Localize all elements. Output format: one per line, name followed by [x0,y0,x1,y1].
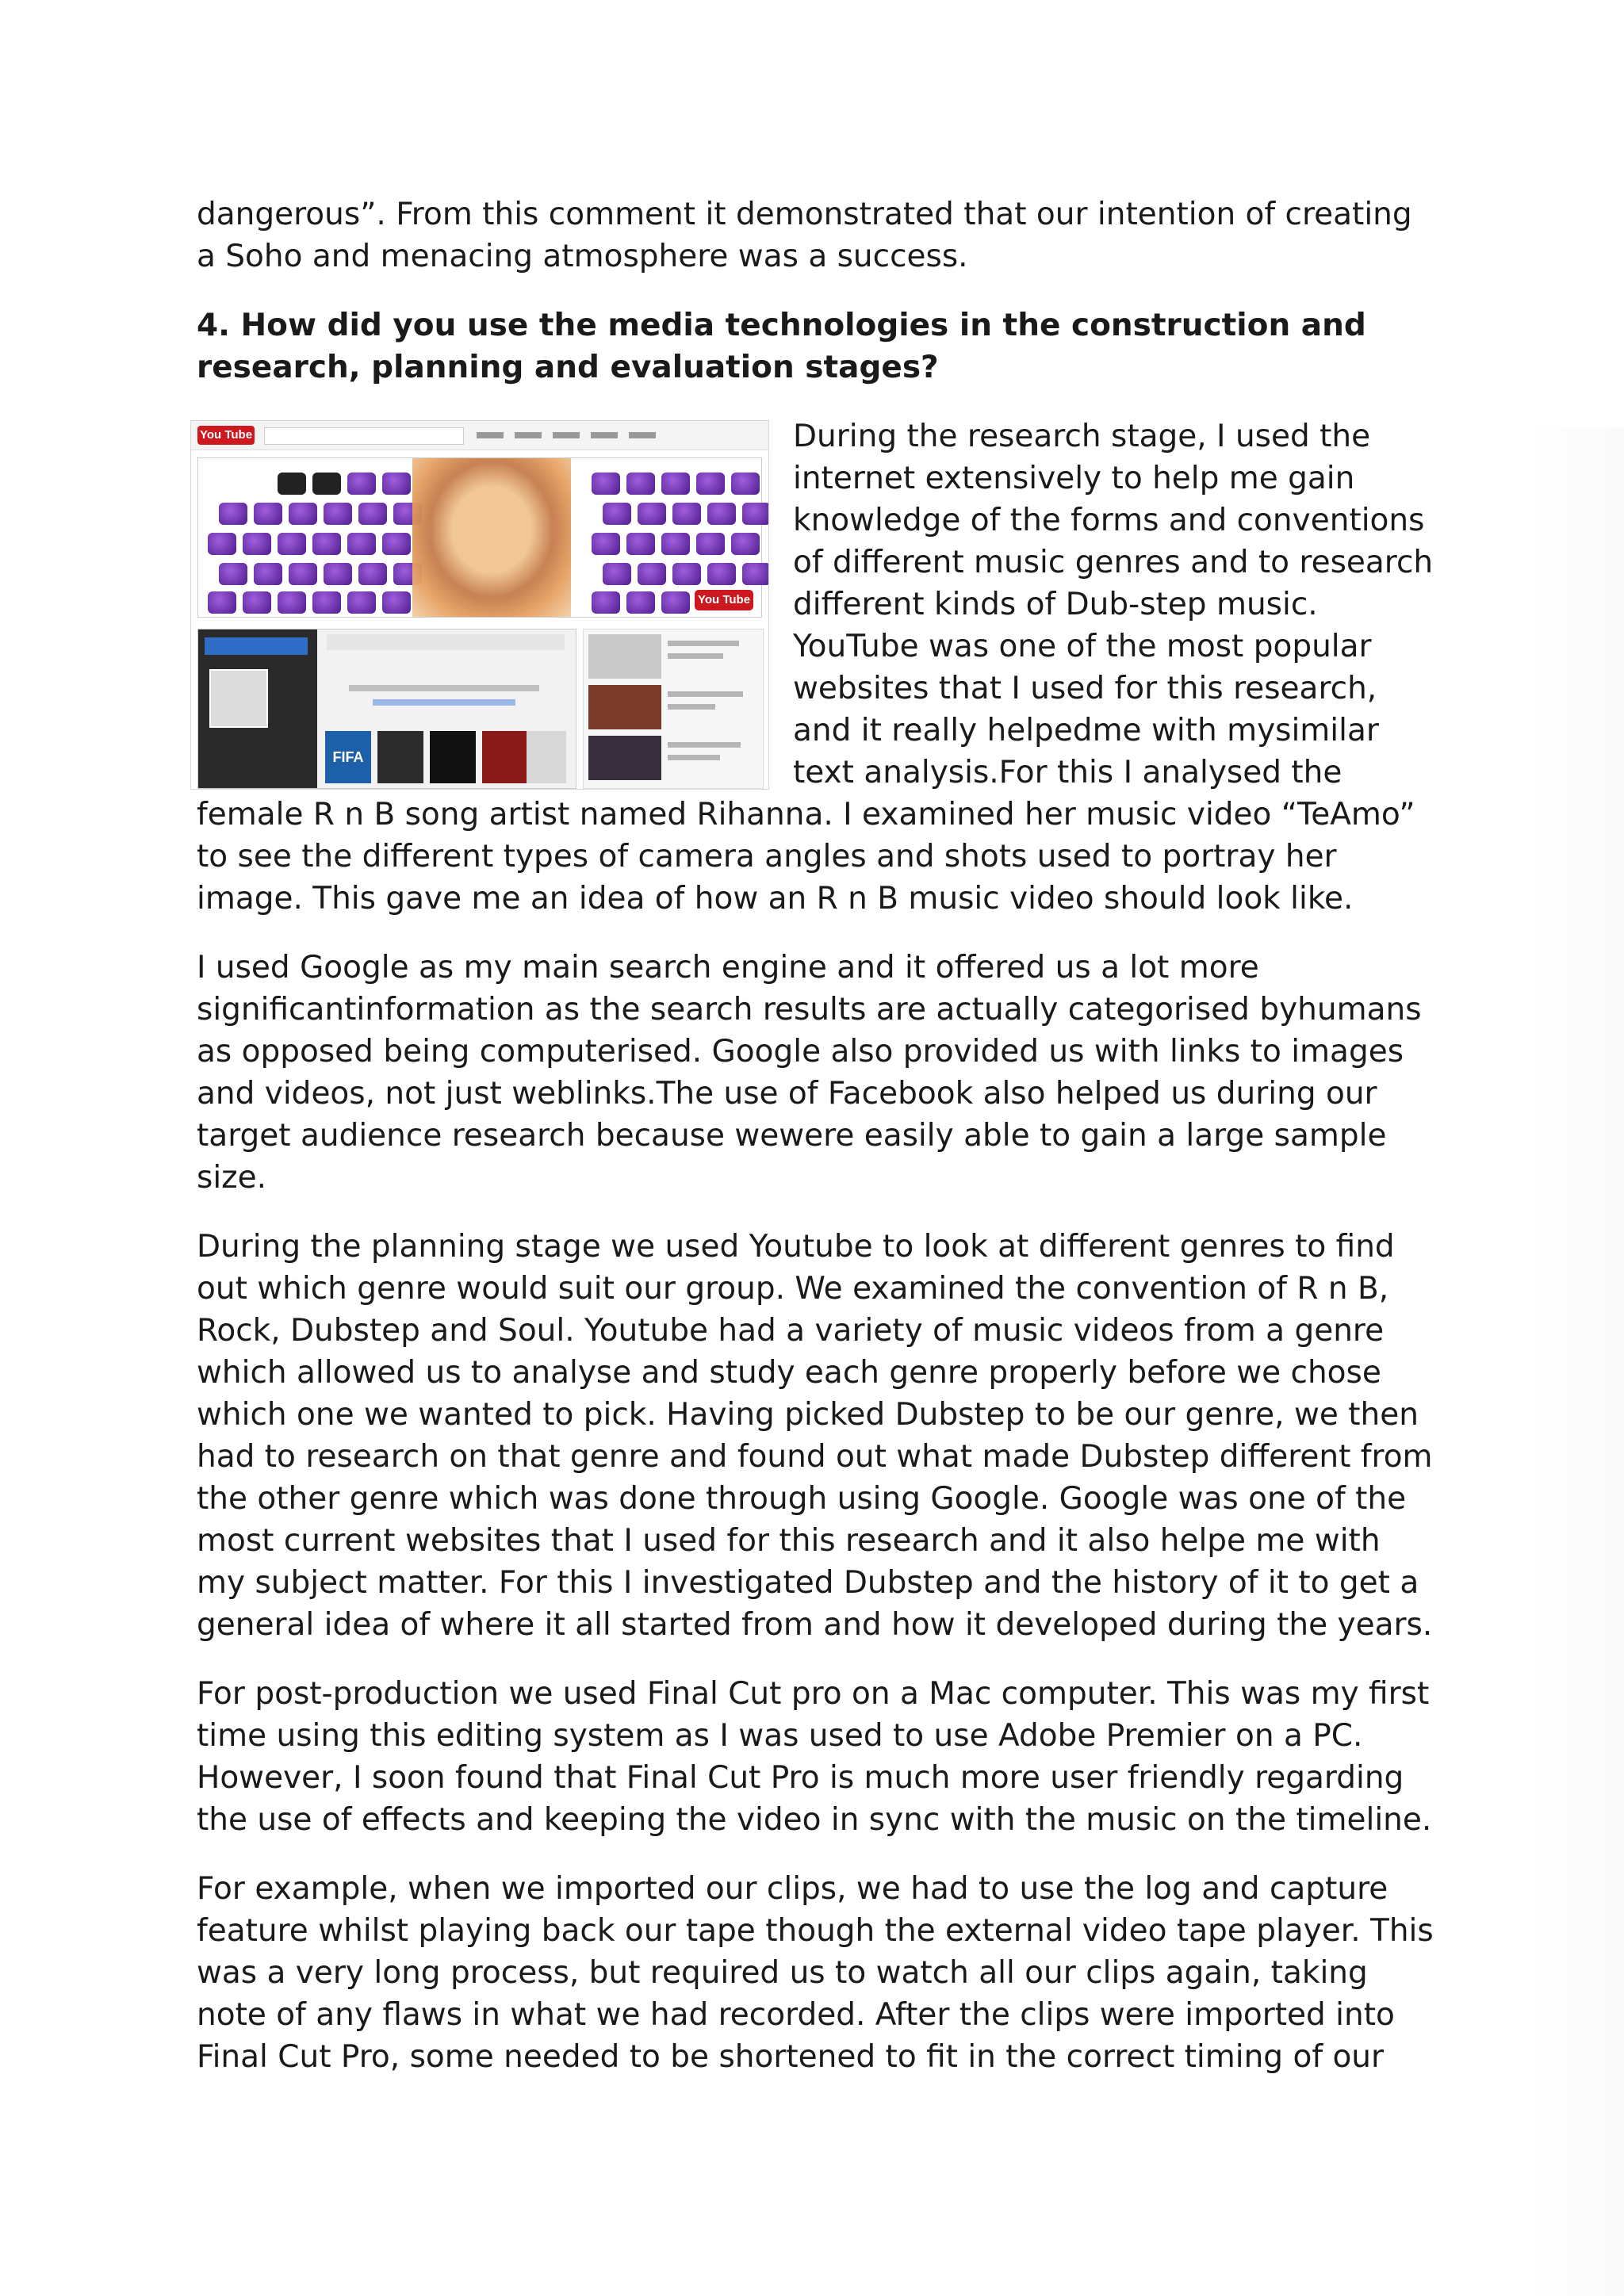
banner-tile [219,563,247,585]
youtube-screenshot-image [190,420,769,790]
subscriptions-panel [197,629,576,789]
banner-tile [289,563,317,585]
video-title-line [668,641,739,646]
banner-tile [324,563,352,585]
banner-tile [312,591,341,614]
banner-tile [661,533,690,555]
banner-tile [742,503,769,525]
banner-tile [358,503,387,525]
banner-tile [731,533,760,555]
banner-tile [243,591,271,614]
youtube-logo: You Tube [197,426,255,445]
guide-sidebar [198,629,317,788]
banner-tile [243,533,271,555]
banner-tile [219,503,247,525]
video-thumb [588,634,661,679]
banner-tile [382,533,411,555]
paragraph-post-production: For post-production we used Final Cut pro on a Mac computer. This was my first time using this editing system as I was used to use Adobe Premier on a PC. However, I soon found that Final Cut Pro is much more user friendly regarding the use of effects and keeping the video in sync with the music on the timeline. [197,1676,1432,1838]
banner-tile [742,563,769,585]
banner-tile [278,533,306,555]
channel-thumb [482,731,528,783]
banner-tile [592,473,620,495]
question-heading: 4. How did you use the media technologies in the construction and research, planning and evaluation stages? [197,308,1366,385]
banner-tile [696,533,725,555]
banner-tile [603,503,631,525]
banner-tile [289,503,317,525]
banner-tile [208,591,236,614]
subscriptions-header [327,634,565,650]
paragraph-example: For example, when we imported our clips, we had to use the log and capture feature whilst playing back our tape though the external video tape player. This was a very long process, but required us to watch all our clips again, taking note of any flaws in what we had recorded. After the clips were imported into Final Cut Pro, some needed to be shortened to fit in the correct timing of our [197,1871,1434,2075]
video-title-line [668,755,720,760]
placeholder-text-line [349,685,539,691]
youtube-banner [197,457,762,618]
banner-tile [626,473,655,495]
banner-tile [278,591,306,614]
banner-tile [592,533,620,555]
recommended-list [583,629,764,789]
paragraph-continued: dangerous”. From this comment it demonstrated that our intention of creating a Soho and menacing atmosphere was a success. [197,197,1412,274]
youtube-badge-logo: You Tube [695,590,753,610]
placeholder-link-line [373,699,515,706]
banner-tile [626,591,655,614]
banner-tile [254,563,282,585]
video-title-line [668,691,743,697]
channel-thumb [527,731,566,783]
banner-tile [603,563,631,585]
fifa-channel-thumb: FIFA [325,731,371,783]
banner-tile [312,533,341,555]
banner-tile [347,591,376,614]
banner-tile [347,533,376,555]
artist-face-photo [412,458,571,617]
banner-tile [592,591,620,614]
video-thumb [588,685,661,729]
banner-tile [638,503,666,525]
banner-tile [358,563,387,585]
video-title-line [668,653,723,659]
paragraph-google: I used Google as my main search engine and it offered us a lot more significantinformation as the search results are actually categorised byhumans as opposed being computerised. Google also provided us with links to images and videos, not just weblinks.The use of Facebook also helped us during our target audience research because wewere easily able to gain a large sample size. [197,950,1422,1196]
avatar-placeholder [209,669,268,728]
sidebar-button [205,637,308,655]
banner-tile [707,503,736,525]
document-body [197,193,1434,2105]
banner-tile [382,473,411,495]
youtube-nav-links [477,432,667,438]
video-title-line [668,704,715,710]
scan-shading [1529,428,1624,2296]
banner-tile [661,591,690,614]
video-title-line [668,742,741,748]
video-thumb [588,736,661,780]
banner-tile [347,473,376,495]
channel-thumb [377,731,423,783]
banner-tile [638,563,666,585]
banner-tile [626,533,655,555]
wwe-channel-thumb [430,731,476,783]
banner-tile [208,533,236,555]
paragraph-research: During the research stage, I used the internet extensively to help me gain knowledge of the forms and conventions of different music genres and to research different kinds of Dub-step music. YouTube was one of the most popular websites that I used for this research, and it really helpedme with mysimilar text analysis.For this I analysed the female R n B song artist named Rihanna. I examined her music video “TeAmo” to see the different types of camera angles and shots used to portray her image. This gave me an idea of how an R n B music video should look like. [197,419,1434,916]
banner-tile [707,563,736,585]
banner-tile [672,503,701,525]
banner-tile [696,473,725,495]
paragraph-planning: During the planning stage we used Youtube to look at different genres to find out which genre would suit our group. We examined the convention of R n B, Rock, Dubstep and Soul. Youtube had a variety of music videos from a genre which allowed us to analyse and study each genre properly before we chose which one we wanted to pick. Having picked Dubstep to be our genre, we then had to research on that genre and found out what made Dubstep different from the other genre which was done through using Google. Google was one of the most current websites that I used for this research and it also helpe me with my subject matter. For this I investigated Dubstep and the history of it to get a general idea of where it all started from and how it developed during the years. [197,1229,1433,1643]
banner-tile [254,503,282,525]
banner-tile [324,503,352,525]
youtube-search-box [264,427,464,445]
banner-tile [278,473,306,495]
banner-tile [661,473,690,495]
youtube-header-bar [191,421,768,450]
banner-tile [382,591,411,614]
banner-tile [672,563,701,585]
banner-tile [312,473,341,495]
banner-tile [731,473,760,495]
